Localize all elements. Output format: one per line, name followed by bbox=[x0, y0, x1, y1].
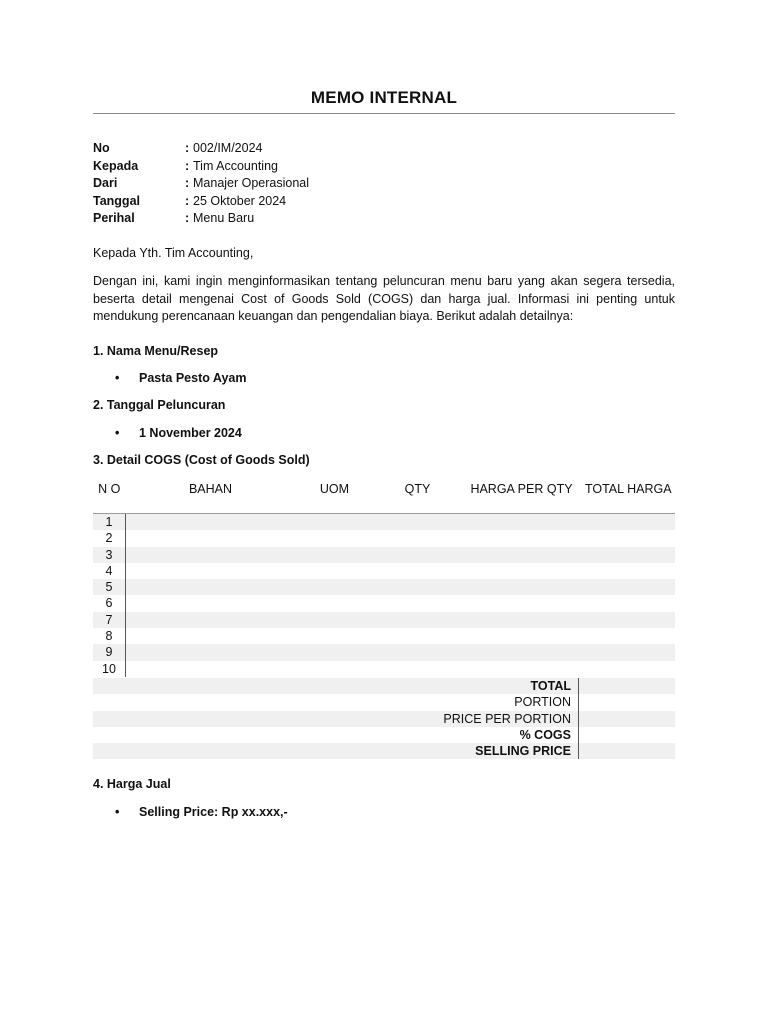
title-divider bbox=[93, 113, 675, 114]
table-row bbox=[93, 579, 675, 595]
cell-bahan bbox=[126, 514, 296, 531]
col-header-bahan: BAHAN bbox=[126, 481, 296, 514]
row-number: 2 bbox=[93, 530, 126, 546]
meta-key: Kepada bbox=[93, 158, 139, 173]
cell-qty bbox=[374, 579, 462, 595]
cell-uom bbox=[296, 514, 374, 531]
table-row bbox=[93, 628, 675, 644]
cell-harga-per-qty bbox=[462, 628, 582, 644]
cell-bahan bbox=[126, 547, 296, 563]
section-heading-cogs: 3. Detail COGS (Cost of Goods Sold) bbox=[93, 453, 310, 467]
cell-bahan bbox=[126, 628, 296, 644]
meta-separator: : bbox=[185, 193, 190, 208]
summary-label: TOTAL bbox=[530, 679, 571, 693]
summary-label: % COGS bbox=[519, 727, 571, 742]
meta-key: No bbox=[93, 141, 110, 155]
section-heading-menu: 1. Nama Menu/Resep bbox=[93, 344, 219, 358]
cell-uom bbox=[296, 628, 374, 644]
cell-qty bbox=[374, 547, 462, 563]
meta-value: 25 Oktober 2024 bbox=[193, 193, 287, 208]
cell-bahan bbox=[126, 612, 296, 628]
row-number: 8 bbox=[93, 628, 126, 644]
meta-row-tanggal bbox=[93, 193, 675, 211]
table-row bbox=[93, 595, 675, 611]
row-number: 5 bbox=[93, 579, 126, 595]
summary-row-portion bbox=[93, 694, 675, 710]
cell-total-harga bbox=[582, 563, 676, 579]
cell-harga-per-qty bbox=[462, 612, 582, 628]
cell-qty bbox=[374, 563, 462, 579]
cell-total-harga bbox=[582, 579, 676, 595]
cell-total-harga bbox=[582, 547, 676, 563]
cell-uom bbox=[296, 612, 374, 628]
cogs-summary bbox=[93, 678, 675, 759]
summary-row-total bbox=[93, 678, 675, 694]
col-header-qty: QTY bbox=[374, 481, 462, 514]
summary-value-cell bbox=[578, 694, 676, 710]
cell-total-harga bbox=[582, 644, 676, 660]
cell-harga-per-qty bbox=[462, 661, 582, 677]
cell-qty bbox=[374, 514, 462, 531]
row-number: 1 bbox=[93, 514, 126, 531]
col-header-harga-per-qty: HARGA PER QTY bbox=[462, 481, 582, 514]
cell-uom bbox=[296, 644, 374, 660]
meta-key: Dari bbox=[93, 176, 118, 191]
cell-qty bbox=[374, 530, 462, 546]
table-row bbox=[93, 563, 675, 579]
row-number: 6 bbox=[93, 595, 126, 611]
cogs-header-row bbox=[93, 481, 675, 514]
meta-row-perihal bbox=[93, 210, 675, 228]
cell-harga-per-qty bbox=[462, 530, 582, 546]
cell-uom bbox=[296, 595, 374, 611]
summary-value-cell bbox=[578, 743, 676, 759]
table-row bbox=[93, 644, 675, 660]
cell-harga-per-qty bbox=[462, 644, 582, 660]
summary-label: PORTION bbox=[514, 695, 571, 710]
cell-bahan bbox=[126, 530, 296, 546]
bullet-glyph: • bbox=[115, 805, 120, 819]
table-row bbox=[93, 612, 675, 628]
meta-value: Manajer Operasional bbox=[193, 176, 310, 191]
cell-uom bbox=[296, 579, 374, 595]
cell-qty bbox=[374, 644, 462, 660]
cell-bahan bbox=[126, 579, 296, 595]
cell-bahan bbox=[126, 595, 296, 611]
cell-uom bbox=[296, 563, 374, 579]
cell-harga-per-qty bbox=[462, 547, 582, 563]
cell-harga-per-qty bbox=[462, 595, 582, 611]
col-header-no: N O bbox=[93, 481, 126, 514]
meta-separator: : bbox=[185, 176, 190, 191]
row-number: 3 bbox=[93, 547, 126, 563]
summary-value-cell bbox=[578, 678, 676, 694]
table-row bbox=[93, 547, 675, 563]
cell-qty bbox=[374, 628, 462, 644]
meta-value: 002/IM/2024 bbox=[193, 141, 263, 155]
cell-qty bbox=[374, 661, 462, 677]
table-row bbox=[93, 661, 675, 677]
meta-row-kepada bbox=[93, 158, 675, 176]
col-header-uom: UOM bbox=[296, 481, 374, 514]
summary-row-cogs-percent bbox=[93, 727, 675, 743]
bullet-text: Pasta Pesto Ayam bbox=[139, 371, 247, 385]
row-number: 9 bbox=[93, 644, 126, 660]
summary-value-cell bbox=[578, 711, 676, 727]
meta-value: Tim Accounting bbox=[193, 158, 278, 173]
cell-total-harga bbox=[582, 628, 676, 644]
cell-harga-per-qty bbox=[462, 514, 582, 531]
bullet-launch-date bbox=[115, 426, 242, 440]
col-header-total-harga: TOTAL HARGA bbox=[582, 481, 676, 514]
summary-value-cell bbox=[578, 727, 676, 743]
memo-title: MEMO INTERNAL bbox=[310, 88, 458, 107]
cell-bahan bbox=[126, 563, 296, 579]
cell-total-harga bbox=[582, 612, 676, 628]
summary-label: PRICE PER PORTION bbox=[443, 711, 571, 726]
bullet-text: Selling Price: Rp xx.xxx,- bbox=[139, 805, 288, 819]
meta-separator: : bbox=[185, 211, 190, 226]
memo-header-fields bbox=[93, 140, 675, 228]
section-heading-selling-price: 4. Harga Jual bbox=[93, 777, 171, 791]
table-row bbox=[93, 530, 675, 546]
summary-row-selling-price bbox=[93, 743, 675, 759]
meta-key: Tanggal bbox=[93, 193, 140, 208]
bullet-menu-name bbox=[115, 371, 246, 385]
cell-qty bbox=[374, 595, 462, 611]
cell-harga-per-qty bbox=[462, 563, 582, 579]
summary-row-price-per-portion bbox=[93, 711, 675, 727]
salutation: Kepada Yth. Tim Accounting, bbox=[93, 246, 254, 260]
cell-total-harga bbox=[582, 661, 676, 677]
meta-key: Perihal bbox=[93, 211, 135, 226]
table-row bbox=[93, 514, 675, 531]
cell-bahan bbox=[126, 661, 296, 677]
row-number: 4 bbox=[93, 563, 126, 579]
cell-uom bbox=[296, 547, 374, 563]
cell-total-harga bbox=[582, 514, 676, 531]
cell-qty bbox=[374, 612, 462, 628]
intro-paragraph: Dengan ini, kami ingin menginformasikan tentang peluncuran menu baru yang akan segera tersedia, beserta detail mengenai Cost of Goods Sold (COGS) dan harga jual. Informasi ini penting untuk mendukung perencanaan keuangan dan pengendalian biaya. Berikut adalah detailnya: bbox=[93, 274, 675, 324]
meta-value: Menu Baru bbox=[193, 211, 255, 226]
cell-total-harga bbox=[582, 530, 676, 546]
row-number: 10 bbox=[93, 661, 126, 677]
meta-row-dari bbox=[93, 175, 675, 193]
cell-total-harga bbox=[582, 595, 676, 611]
bullet-glyph: • bbox=[115, 426, 120, 440]
bullet-glyph: • bbox=[115, 371, 120, 385]
meta-separator: : bbox=[185, 158, 190, 173]
bullet-selling-price bbox=[115, 805, 288, 819]
section-heading-launch-date: 2. Tanggal Peluncuran bbox=[93, 398, 226, 412]
summary-label: SELLING PRICE bbox=[475, 744, 571, 759]
bullet-text: 1 November 2024 bbox=[139, 426, 242, 440]
cell-uom bbox=[296, 661, 374, 677]
cogs-table bbox=[93, 481, 675, 677]
meta-separator: : bbox=[185, 141, 190, 155]
cell-bahan bbox=[126, 644, 296, 660]
row-number: 7 bbox=[93, 612, 126, 628]
cell-harga-per-qty bbox=[462, 579, 582, 595]
meta-row-no bbox=[93, 140, 675, 158]
cell-uom bbox=[296, 530, 374, 546]
